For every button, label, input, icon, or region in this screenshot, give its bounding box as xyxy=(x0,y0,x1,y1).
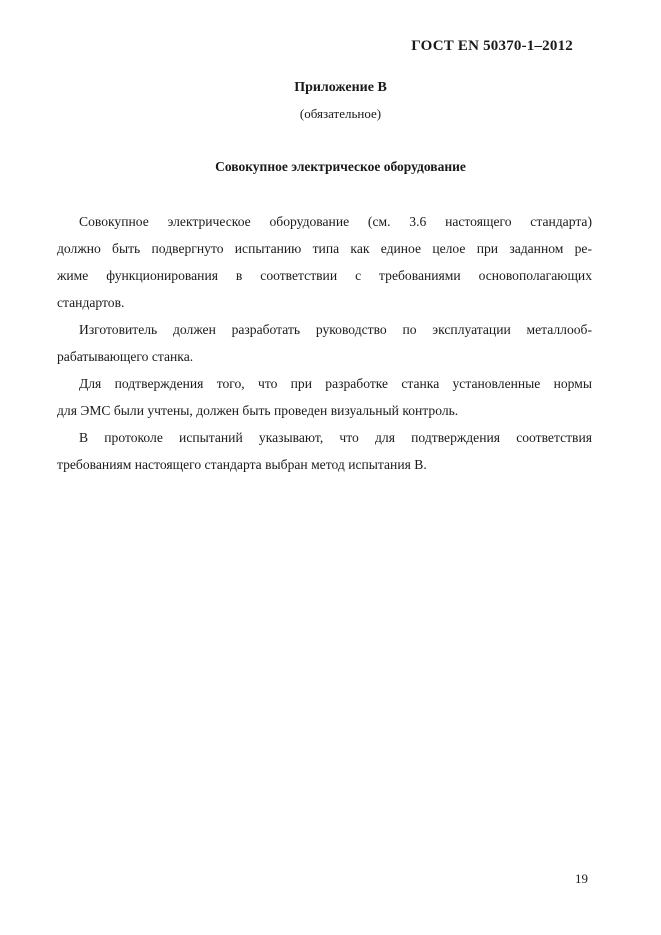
paragraph-line: требованиям настоящего стандарта выбран метод испытания В. xyxy=(57,457,427,472)
paragraph-line: стандартов. xyxy=(57,295,125,310)
paragraph-4 xyxy=(57,424,592,478)
paragraph-3 xyxy=(57,370,592,424)
annex-title: Приложение В xyxy=(294,80,387,95)
body-text xyxy=(57,208,592,478)
paragraph-line: Изготовитель должен разработать руководство по эксплуатации металлооб- xyxy=(79,322,592,337)
annex-status: (обязательное) xyxy=(299,106,382,121)
page-number: 19 xyxy=(575,871,588,886)
paragraph-line: В протоколе испытаний указывают, что для подтверждения соответствия xyxy=(79,430,592,445)
paragraph-line: жиме функционирования в соответствии с требованиями основополагающих xyxy=(57,268,592,283)
document-code: ГОСТ EN 50370-1–2012 xyxy=(411,38,573,54)
section-heading: Совокупное электрическое оборудование xyxy=(215,159,466,174)
paragraph-line: Совокупное электрическое оборудование (см. 3.6 настоящего стандарта) xyxy=(79,214,592,229)
paragraph-line: Для подтверждения того, что при разработке станка установленные нормы xyxy=(79,376,592,391)
paragraph-line: рабатывающего станка. xyxy=(57,349,194,364)
paragraph-1 xyxy=(57,208,592,316)
paragraph-line: для ЭМС были учтены, должен быть проведен визуальный контроль. xyxy=(57,403,459,418)
paragraph-line: должно быть подвергнуто испытанию типа как единое целое при заданном ре- xyxy=(57,241,592,256)
paragraph-2 xyxy=(57,316,592,370)
